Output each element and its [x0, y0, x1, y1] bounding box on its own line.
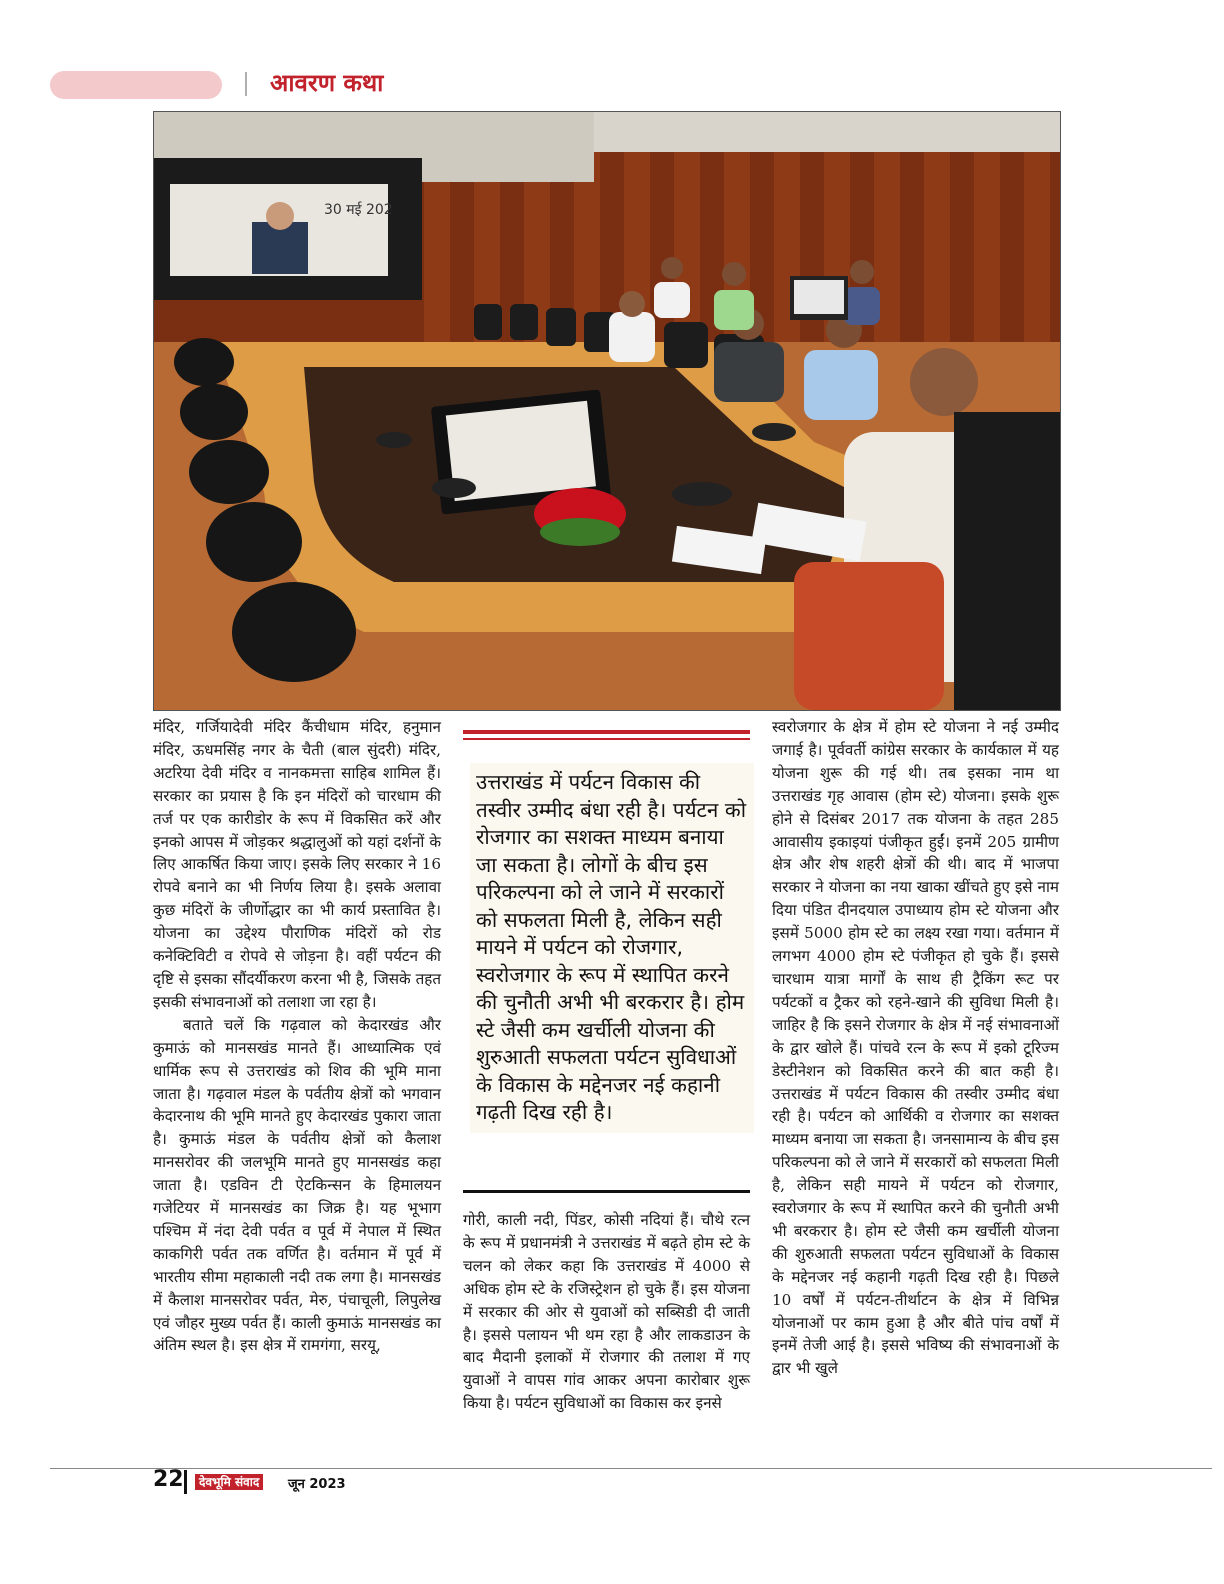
- magazine-logo: देवभूमि संवाद: [195, 1474, 263, 1490]
- page-number: 22: [153, 1467, 184, 1492]
- meeting-photo: [153, 111, 1061, 711]
- issue-date: जून 2023: [288, 1477, 346, 1492]
- footer-separator: [184, 1470, 187, 1494]
- pullquote-bottom-rule: [463, 1190, 750, 1193]
- article-column-2: [463, 1209, 750, 1415]
- conference-room-illustration: [154, 112, 1060, 710]
- column-3-paragraph-1: स्वरोजगार के क्षेत्र में होम स्टे योजना ने नई उम्मीद जगाई है। पूर्ववर्ती कांग्रेस सरकार के कार्यकाल में यह योजना शुरू की गई थी। तब इसका नाम था उत्तराखंड गृह आवास (होम स्टे) योजना। इसके शुरू होने से दिसंबर 2017 तक योजना के तहत 285 आवासीय इकाइयां पंजीकृत हुईं। इनमें 205 ग्रामीण क्षेत्र और शेष शहरी क्षेत्रों की थी। बाद में भाजपा सरकार ने योजना का नया खाका खींचते हुए इसे नाम दिया पंडित दीनदयाल उपाध्याय होम स्टे योजना और इसमें 5000 होम स्टे का लक्ष्य रखा गया। वर्तमान में लगभग 4000 होम स्टे पंजीकृत हो चुके हैं। इससे चारधाम यात्रा मार्गों के साथ ही ट्रैकिंग रूट पर पर्यटकों व ट्रैकर को रहने-खाने की सुविधा मिली है। जाहिर है कि इसने रोजगार के क्षेत्र में नई संभावनाओं के द्वार खोले हैं। पांचवे रत्न के रूप में इको टूरिज्म डेस्टीनेशन को विकसित करने की बात कही है। उत्तराखंड में पर्यटन विकास की तस्वीर उम्मीद बंधा रही है। पर्यटन को आर्थिकी व रोजगार का सशक्त माध्यम बनाया जा सकता है। जनसामान्य के बीच इस परिकल्पना को ले जाने में सरकारों को सफलता मिली है, लेकिन सही मायने में पर्यटन को रोजगार, स्वरोजगार के रूप में स्थापित करने की चुनौती अभी भी बरकरार है। होम स्टे जैसी कम खर्चीली योजना की शुरुआती सफलता पर्यटन सुविधाओं के विकास के मद्देनजर नई कहानी गढ़ती दिख रही है। पिछले 10 वर्षों में पर्यटन-तीर्थाटन के क्षेत्र में विभिन्न योजनाओं पर काम हुआ है और बीते पांच वर्षों में इनमें तेजी आई है। इससे भविष्य की संभावनाओं के द्वार भी खुले: [772, 718, 1059, 1378]
- column-1-paragraph-1: मंदिर, गर्जियादेवी मंदिर कैंचीधाम मंदिर, हनुमान मंदिर, ऊधमसिंह नगर के चैती (बाल सुंदरी) मंदिर, अटरिया देवी मंदिर व नानकमत्ता साहिब शामिल हैं। सरकार का प्रयास है कि इन मंदिरों को चारधाम की तर्ज पर एक कारीडोर के रूप में विकसित करें और इनको आपस में जोड़कर श्रद्धालुओं को यहां दर्शनों के लिए आकर्षित किया जाए। इसके लिए सरकार ने 16 रोपवे बनाने का भी निर्णय लिया है। इसके अलावा कुछ मंदिरों के जीर्णोद्धार का भी कार्य प्रस्तावित है। योजना का उद्देश्य पौराणिक मंदिरों को रोड कनेक्टिविटी व रोपवे से जोड़ना है। वहीं पर्यटन की दृष्टि से इसका सौंदर्यीकरण करना भी है, जिसके तहत इसकी संभावनाओं को तलाशा जा रहा है।: [153, 718, 441, 1011]
- header-separator: [245, 72, 247, 96]
- article-column-1: [153, 716, 441, 1357]
- column-1-paragraph-2: बताते चलें कि गढ़वाल को केदारखंड और कुमाऊं को मानसखंड मानते हैं। आध्यात्मिक एवं धार्मिक रूप से उत्तराखंड को शिव की भूमि माना जाता है। गढ़वाल मंडल के पर्वतीय क्षेत्रों को भगवान केदारनाथ की भूमि मानते हुए केदारखंड पुकारा जाता है। कुमाऊं मंडल के पर्वतीय क्षेत्रों को कैलाश मानसरोवर की जलभूमि मानते हुए मानसखंड कहा जाता है। एडविन टी ऐटकिन्सन के हिमालयन गजेटियर में मानसखंड का जिक्र है। यह भूभाग पश्चिम में नंदा देवी पर्वत व पूर्व में नेपाल में स्थित काकगिरी पर्वत तक वर्णित है। वर्तमान में पूर्व में भारतीय सीमा महाकाली नदी तक लगा है। मानसखंड में कैलाश मानसरोवर पर्वत, मेरु, पंचाचूली, लिपुलेख एवं जौहर मुख्य पर्वत हैं। काली कुमाऊं मानसखंड का अंतिम स्थल है। इस क्षेत्र में रामगंगा, सरयू,: [153, 1015, 441, 1355]
- pullquote-top-rule: [463, 730, 750, 734]
- footer-rule: [50, 1468, 1212, 1469]
- pullquote-top-rule-thin: [463, 738, 750, 740]
- column-2-paragraph-1: गोरी, काली नदी, पिंडर, कोसी नदियां हैं। चौथे रत्न के रूप में प्रधानमंत्री ने उत्तराखंड में बढ़ते होम स्टे के चलन को लेकर कहा कि उत्तराखंड में 4000 से अधिक होम स्टे के रजिस्ट्रेशन हो चुके हैं। इस योजना में सरकार की ओर से युवाओं को सब्सिडी दी जाती है। इससे पलायन भी थम रहा है और लाकडाउन के बाद मैदानी इलाकों में रोजगार की तलाश में गए युवाओं ने वापस गांव आकर अपना कारोबार शुरू किया है। पर्यटन सुविधाओं का विकास कर इनसे: [463, 1211, 750, 1413]
- screen-date-text: 30 मई 202: [324, 202, 393, 218]
- pullquote: उत्तराखंड में पर्यटन विकास की तस्वीर उम्मीद बंधा रही है। पर्यटन को रोजगार का सशक्त माध्यम बनाया जा सकता है। लोगों के बीच इस परिकल्पना को ले जाने में सरकारों को सफलता मिली है, लेकिन सही मायने में पर्यटन को रोजगार, स्वरोजगार के रूप में स्थापित करने की चुनौती अभी भी बरकरार है। होम स्टे जैसी कम खर्चीली योजना की शुरुआती सफलता पर्यटन सुविधाओं के विकास के मद्देनजर नई कहानी गढ़ती दिख रही है।: [470, 763, 754, 1133]
- section-label: आवरण कथा: [270, 69, 384, 97]
- article-column-3: [772, 716, 1059, 1380]
- header-pill-decoration: [50, 71, 222, 99]
